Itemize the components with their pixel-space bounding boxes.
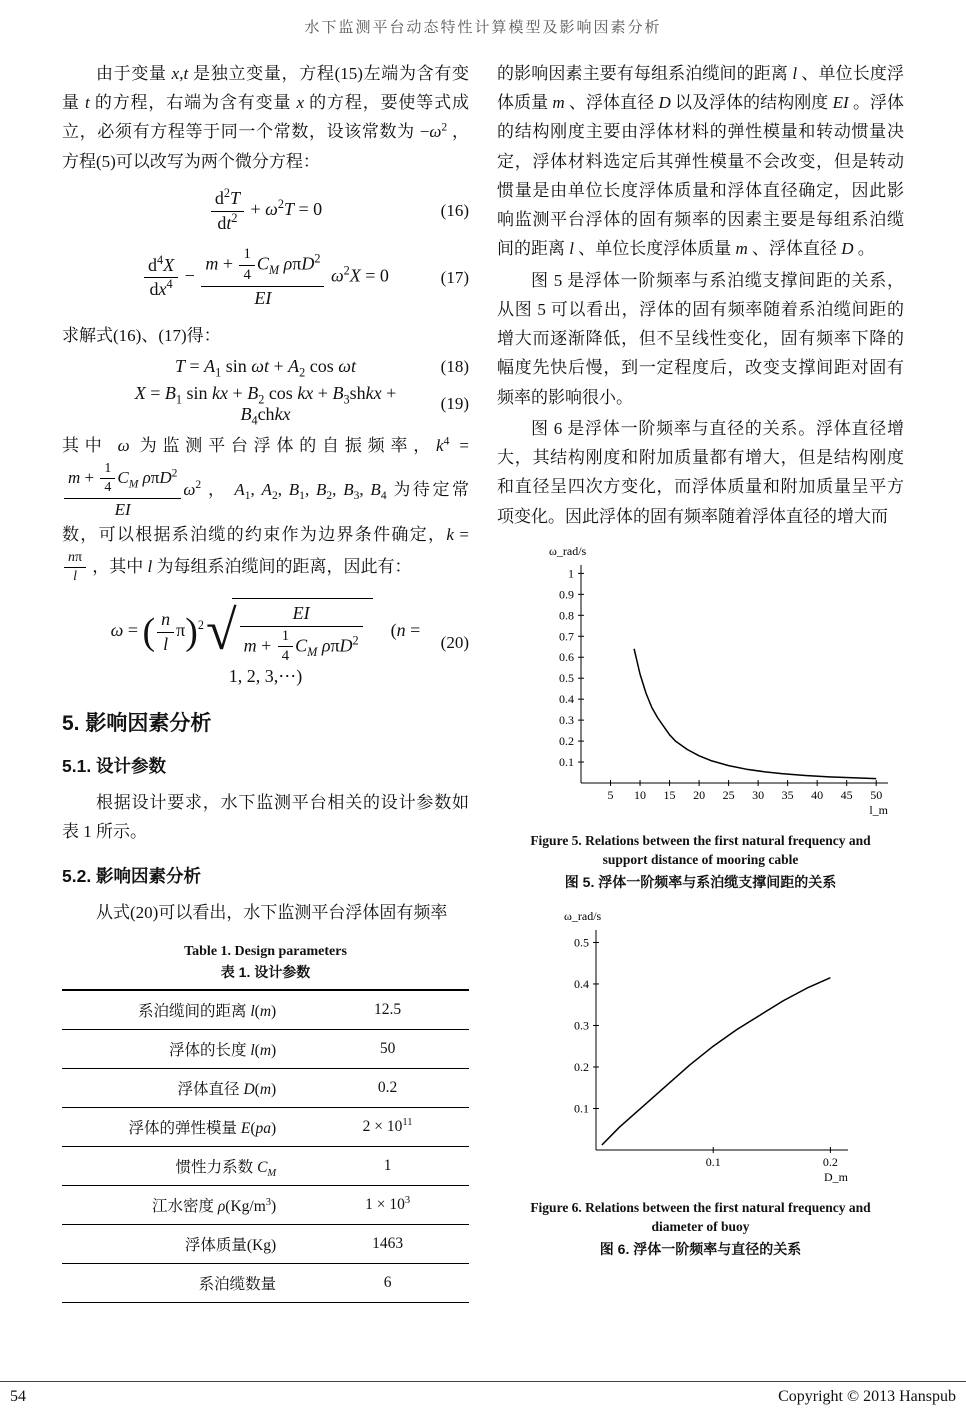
paragraph: 图 6 是浮体一阶频率与直径的关系。浮体直径增大，其结构刚度和附加质量都有增大，但是结构刚度和直径呈四次方变化，而浮体质量和附加质量呈平方项变化。因此浮体的固有频率随着浮体直径的增大而	[497, 418, 904, 526]
svg-text:35: 35	[781, 787, 794, 802]
param-value: 1	[306, 1146, 469, 1185]
table-row	[62, 1029, 469, 1068]
figure5-caption-en: Figure 5. Relations between the first natural frequency and support distance of mooring cable	[530, 832, 871, 868]
equation-number: (16)	[440, 201, 469, 221]
svg-text:0.3: 0.3	[559, 712, 574, 727]
paragraph: 其中 ω 为监测平台浮体的自振频率，$k^4$ = m + $\frac{1}{4}$ $C_M$ ρπD$^2$ EI $\omega^2$ ， $A_1$, $A_2$, $B_1$, $B_2$, $B_3$, $B_4$ 为待定常数，可以根据系泊缆的约束作为边界条件确定，k = $\frac{n\pi}{l}$ ，其中 l 为每组系泊缆间的距离，因此有：	[62, 434, 470, 585]
table-row	[62, 1185, 469, 1224]
table-row	[62, 1107, 469, 1146]
svg-text:0.8: 0.8	[559, 608, 574, 623]
table-row	[62, 1263, 469, 1302]
param-label: 系泊缆数量	[62, 1263, 306, 1302]
svg-text:50: 50	[870, 787, 883, 802]
svg-text:0.7: 0.7	[559, 629, 574, 644]
figure5-chart	[529, 543, 904, 823]
svg-text:ω_rad/s: ω_rad/s	[549, 543, 587, 558]
svg-text:0.1: 0.1	[574, 1101, 589, 1116]
copyright: Copyright © 2013 Hanspub	[778, 1388, 956, 1405]
figure5-caption-zh: 图 5. 浮体一阶频率与系泊缆支撑间距的关系	[564, 873, 837, 890]
param-value: 50	[306, 1029, 469, 1068]
section-heading-5-2: 5.2. 影响因素分析	[62, 865, 202, 886]
header-title: 水下监测平台动态特性计算模型及影响因素分析	[304, 20, 662, 36]
equation-body: $\frac{d^2T}{dt^2}$ + $\omega^2T = 0$	[108, 188, 423, 234]
param-value: $1 \times 10^3$	[306, 1185, 469, 1224]
page-footer	[0, 1381, 966, 1406]
svg-text:5: 5	[607, 787, 614, 802]
equation-number: (17)	[440, 267, 469, 287]
svg-text:20: 20	[693, 787, 706, 802]
equation-body: $\frac{d^4X}{dx^4}$ − m + $\frac{1}{4}$ $C_M$ ρπD$^2$ EI $\omega^2X = 0$	[108, 246, 423, 309]
table-title	[62, 941, 469, 983]
param-value: 1463	[306, 1224, 469, 1263]
param-label: 系泊缆间的距离 l(m)	[62, 990, 306, 1030]
param-value: 12.5	[306, 990, 469, 1030]
svg-text:0.4: 0.4	[559, 691, 574, 706]
svg-text:15: 15	[663, 787, 676, 802]
equation-19	[62, 383, 469, 428]
paragraph: 根据设计要求，水下监测平台相关的设计参数如表 1 所示。	[62, 793, 469, 842]
svg-text:0.2: 0.2	[559, 733, 574, 748]
svg-text:D_m: D_m	[824, 1169, 848, 1184]
figure-5	[497, 543, 904, 892]
table-title-zh: 表 1. 设计参数	[220, 963, 311, 980]
svg-text:0.2: 0.2	[822, 1154, 838, 1169]
param-value: $2 \times 10^{11}$	[306, 1107, 469, 1146]
svg-text:l_m: l_m	[869, 802, 888, 817]
table-title-en: Table 1. Design parameters	[184, 943, 347, 959]
param-label: 惯性力系数 $C_M$	[62, 1146, 306, 1185]
svg-text:0.1: 0.1	[559, 754, 574, 769]
paragraph: 的影响因素主要有每组系泊缆间的距离 l 、单位长度浮体质量 m 、浮体直径 D 以及浮体的结构刚度 EI 。浮体的结构刚度主要由浮体材料的弹性模量和转动惯量决定，浮体材料选定后其弹性模量不会改变，但是转动惯量是由单位长度浮体质量和浮体直径确定，因此影响监测平台浮体的固有频率的因素主要是每组系泊缆间的距离 l 、单位长度浮体质量 m 、浮体直径 D 。	[497, 64, 905, 259]
figure6-caption-en: Figure 6. Relations between the first natural frequency and diameter of buoy	[530, 1199, 871, 1235]
param-label: 浮体的长度 l(m)	[62, 1029, 306, 1068]
figure-6	[497, 908, 904, 1259]
svg-text:30: 30	[752, 787, 765, 802]
svg-text:ω_rad/s: ω_rad/s	[564, 908, 602, 923]
equation-number: (19)	[440, 394, 469, 414]
svg-text:0.2: 0.2	[574, 1059, 589, 1074]
svg-text:45: 45	[840, 787, 853, 802]
table-row	[62, 1224, 469, 1263]
svg-text:0.1: 0.1	[705, 1154, 721, 1169]
equation-number: (18)	[440, 356, 469, 376]
param-value: 6	[306, 1263, 469, 1302]
design-table	[62, 989, 469, 1303]
equation-17	[62, 246, 469, 309]
section-heading-5-1: 5.1. 设计参数	[62, 756, 167, 777]
design-table-block	[62, 941, 469, 1303]
param-label: 江水密度 $\rho(Kg/m^3)$	[62, 1185, 306, 1224]
figure5-caption	[511, 831, 891, 892]
param-value: 0.2	[306, 1068, 469, 1107]
equation-body: ω = ( $\frac{n}{l}$ π)$^2$ √ EI m + $\frac{1}{4}$ $C_M$ ρπD$^2$ (n = 1, 2, 3,⋯)	[108, 598, 423, 687]
paragraph: 由于变量 x,t 是独立变量，方程(15)左端为含有变量 t 的方程，右端为含有变量 x 的方程，要使等式成立，必须有方程等于同一个常数，设该常数为 $-\omega^2$ ，方程(5)可以改写为两个微分方程：	[62, 64, 470, 171]
left-column	[62, 59, 469, 1303]
paragraph: 图 5 是浮体一阶频率与系泊缆支撑间距的关系，从图 5 可以看出，浮体的固有频率随着系泊缆间距的增大而逐渐降低，但不呈线性变化，固有频率下降的幅度先快后慢，到一定程度后，改变支撑间距对固有频率的影响很小。	[497, 270, 904, 407]
page-number: 54	[10, 1388, 26, 1405]
paragraph: 从式(20)可以看出，水下监测平台浮体固有频率	[96, 902, 448, 922]
table-row	[62, 990, 469, 1030]
svg-text:0.5: 0.5	[574, 935, 589, 950]
svg-text:0.3: 0.3	[574, 1018, 589, 1033]
equation-16	[62, 185, 469, 234]
svg-text:1: 1	[568, 566, 574, 581]
svg-text:10: 10	[634, 787, 647, 802]
figure6-caption-zh: 图 6. 浮体一阶频率与直径的关系	[599, 1241, 802, 1257]
equation-20	[62, 598, 469, 687]
param-label: 浮体直径 D(m)	[62, 1068, 306, 1107]
svg-text:0.5: 0.5	[559, 670, 574, 685]
svg-text:0.4: 0.4	[574, 976, 589, 991]
figure6-caption	[511, 1198, 891, 1259]
param-label: 浮体的弹性模量 E(pa)	[62, 1107, 306, 1146]
table-row	[62, 1146, 469, 1185]
equation-18	[62, 356, 469, 380]
paragraph: 求解式(16)、(17)得：	[62, 326, 221, 346]
equation-body: $X = B_1$ sin kx + $B_2$ cos kx + $B_3shkx$ + $B_4chkx$	[134, 383, 397, 428]
equation-number: (20)	[440, 632, 469, 652]
svg-text:40: 40	[811, 787, 824, 802]
design-table-body	[62, 990, 469, 1303]
svg-text:0.9: 0.9	[559, 587, 574, 602]
section-heading-5: 5. 影响因素分析	[62, 712, 212, 736]
param-label: 浮体质量(Kg)	[62, 1224, 306, 1263]
table-row	[62, 1068, 469, 1107]
two-column-body	[62, 59, 904, 1303]
svg-text:25: 25	[722, 787, 735, 802]
equation-body: $T = A_1$ $\sin \omega t + A_2$ cos ωt	[174, 356, 357, 380]
right-column	[497, 59, 904, 1303]
svg-text:0.6: 0.6	[559, 649, 574, 664]
figure6-chart	[544, 908, 864, 1190]
